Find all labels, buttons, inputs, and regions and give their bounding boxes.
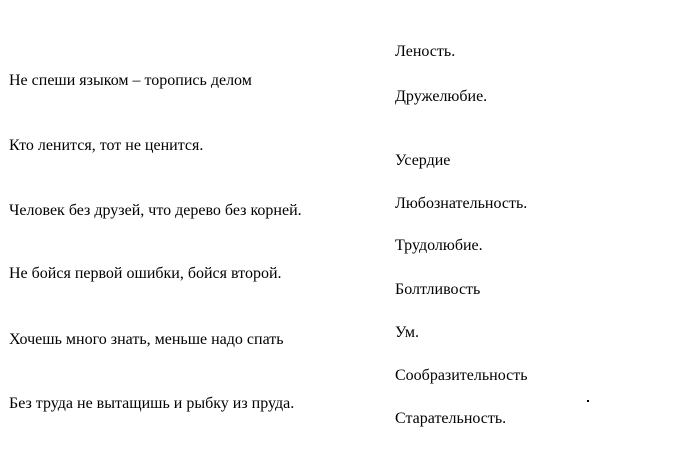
proverb-5: Хочешь много знать, меньше надо спать: [9, 331, 284, 348]
proverb-4: Не бойся первой ошибки, бойся второй.: [9, 265, 282, 282]
proverb-6: Без труда не вытащишь и рыбку из пруда.: [9, 395, 295, 412]
stray-dot-mark: [587, 400, 589, 402]
quality-4: Любознательность.: [395, 195, 528, 212]
quality-9: Старательность.: [395, 410, 507, 427]
quality-7: Ум.: [395, 324, 420, 341]
proverb-3: Человек без друзей, что дерево без корней.: [9, 202, 302, 219]
quality-2: Дружелюбие.: [395, 88, 488, 105]
proverb-2: Кто ленится, тот не ценится.: [9, 137, 204, 154]
proverb-1: Не спеши языком – торопись делом: [9, 72, 252, 89]
quality-3: Усердие: [395, 152, 451, 169]
quality-5: Трудолюбие.: [395, 237, 483, 254]
quality-8: Сообразительность: [395, 367, 528, 384]
quality-6: Болтливость: [395, 281, 481, 298]
quality-1: Леность.: [395, 43, 456, 60]
